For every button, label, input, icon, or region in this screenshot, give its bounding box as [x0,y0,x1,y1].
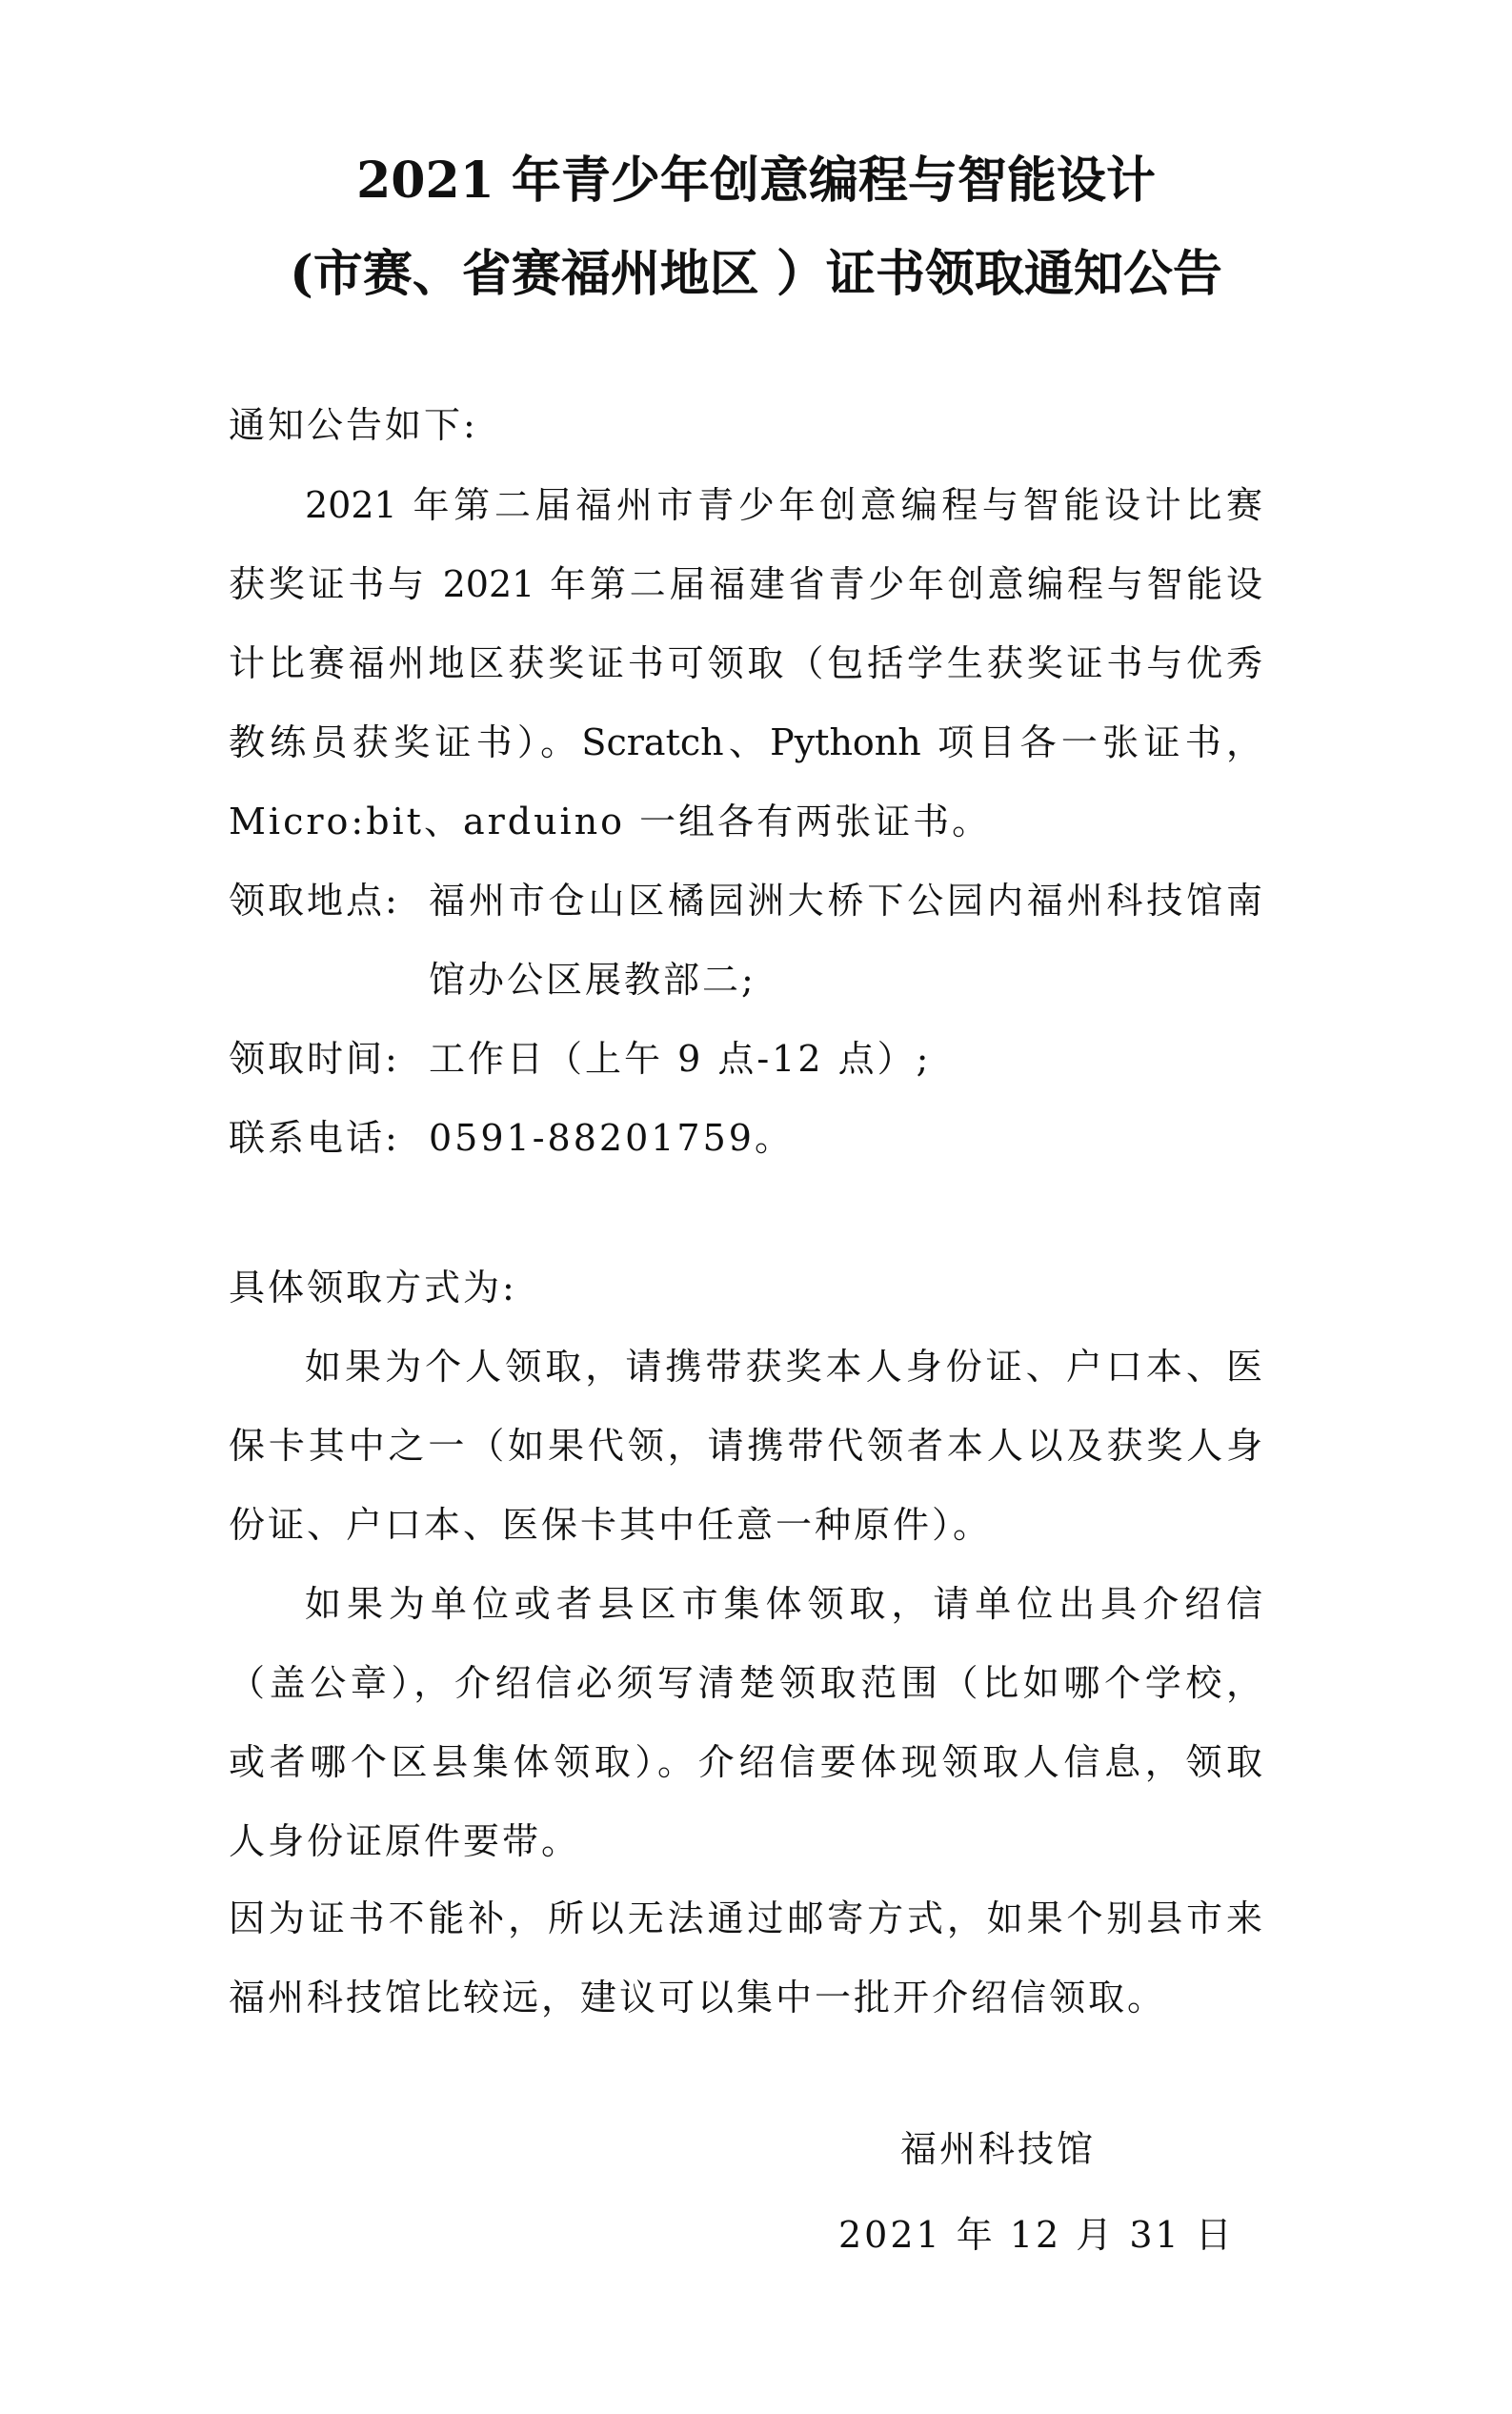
method-para1-line-2: 保卡其中之一（如果代领，请携带代领者本人以及获奖人身 [229,1425,1262,1467]
title-line-2: (市赛、省赛福州地区 ）证书领取通知公告 [290,245,1222,303]
location-label: 领取地点: [229,880,400,922]
method-para2-line-3: 或者哪个区县集体领取）。介绍信要体现领取人信息，领取 [229,1741,1262,1783]
signature-date: 2021 年 12 月 31 日 [838,2214,1235,2256]
signature-org: 福州科技馆 [900,2128,1097,2170]
location-line-1: 福州市仓山区橘园洲大桥下公园内福州科技馆南 [429,880,1262,922]
method-para3-line-1: 因为证书不能补，所以无法通过邮寄方式，如果个别县市来 [229,1897,1262,1939]
method-para1-line-1: 如果为个人领取，请携带获奖本人身份证、户口本、医 [305,1346,1262,1388]
time-value: 工作日（上午 9 点-12 点）; [429,1038,932,1080]
location-line-2: 馆办公区展教部二; [429,959,756,1001]
notice-para1-line-5: Micro:bit、arduino 一组各有两张证书。 [229,801,992,842]
method-para1-line-3: 份证、户口本、医保卡其中任意一种原件）。 [229,1504,993,1546]
method-para2-line-1: 如果为单位或者县区市集体领取，请单位出具介绍信 [305,1583,1262,1625]
time-label: 领取时间: [229,1038,400,1080]
notice-para1-line-2: 获奖证书与 2021 年第二届福建省青少年创意编程与智能设 [229,563,1262,605]
notice-intro: 通知公告如下: [229,404,478,446]
method-para2-line-4: 人身份证原件要带。 [229,1820,581,1862]
notice-para1-line-3: 计比赛福州地区获奖证书可领取（包括学生获奖证书与优秀 [229,642,1262,684]
notice-para1-line-1: 2021 年第二届福州市青少年创意编程与智能设计比赛 [305,484,1262,526]
phone-value: 0591-88201759。 [429,1117,794,1159]
title-line-1: 2021 年青少年创意编程与智能设计 [356,152,1156,210]
notice-para1-line-4: 教练员获奖证书）。Scratch、Pythonh 项目各一张证书， [229,721,1262,763]
method-para3-line-2: 福州科技馆比较远，建议可以集中一批开介绍信领取。 [229,1977,1167,2018]
method-para2-line-2: （盖公章），介绍信必须写清楚领取范围（比如哪个学校， [229,1662,1262,1704]
method-heading: 具体领取方式为: [229,1267,517,1308]
phone-label: 联系电话: [229,1117,400,1159]
